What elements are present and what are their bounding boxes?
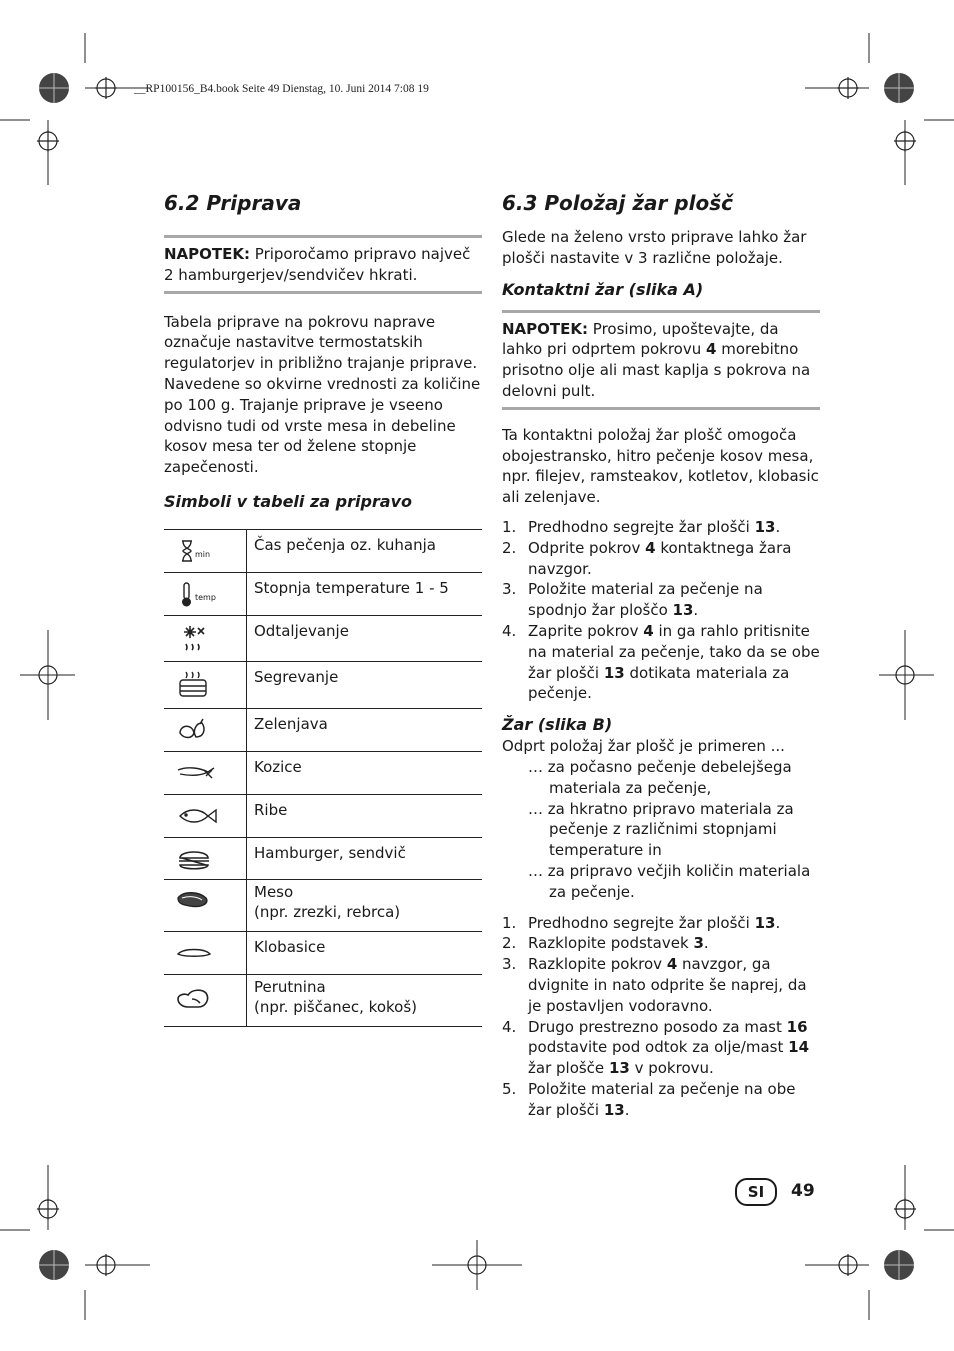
step-number: 1. [502,913,517,932]
description-line: Kozice [254,757,302,776]
part-number: 13 [754,517,776,536]
symbol-description [247,880,483,932]
list-item: … za hkratno pripravo materiala za pečenje z različnimi stopnjami temperature in [528,799,794,860]
poultry-icon [164,975,247,1027]
list-item [502,933,820,954]
step-number: 2. [502,538,517,557]
left-column [164,190,482,1027]
step-text: . [624,1100,630,1119]
hourglass-icon [164,529,247,572]
description-line: Perutnina [254,978,326,997]
step-text: v pokrovu. [629,1059,714,1078]
symbol-description [247,572,483,615]
part-number: 4 [643,621,654,640]
steps-list-b [502,913,820,1121]
step-text: navzgor, ga dvignite in nato odprite še naprej, da je postavljen vodoravno. [528,955,807,1015]
list-item: … za počasno pečenje debelejšega materiala za pečenje, [528,757,792,797]
step-text: Drugo prestrezno posodo za mast [528,1017,787,1036]
table-row [164,794,482,837]
step-number: 2. [502,934,517,953]
symbol-description [247,975,483,1027]
table-row [164,662,482,709]
part-number: 13 [672,601,694,620]
step-text: . [703,934,709,953]
subheading: Simboli v tabeli za pripravo [164,491,413,511]
table-row [164,975,482,1027]
vegetables-icon [164,709,247,752]
subheading-a: Kontaktni žar (slika A) [502,279,704,299]
step-number: 4. [502,1017,517,1036]
table-row [164,837,482,880]
warming-icon [164,662,247,709]
table-row [164,751,482,794]
note-label: NAPOTEK: [164,245,251,263]
print-header: __RP100156_B4.book Seite 49 Dienstag, 10. Juni 2014 7:08 19 [134,83,429,95]
hamburger-icon [164,837,247,880]
symbol-description [247,837,483,880]
table-row [164,932,482,975]
note-box [164,235,482,294]
list-item [502,1079,820,1121]
step-text: . [775,913,781,932]
symbol-description [247,751,483,794]
step-text: Položite material za pečenje na spodnjo žar ploščo [528,580,763,620]
part-number: 13 [603,1100,625,1119]
step-text: . [775,517,781,536]
table-row [164,529,482,572]
fish-icon [164,794,247,837]
step-text: Položite material za pečenje na obe žar plošči [528,1079,796,1119]
table-row [164,615,482,662]
part-number: 13 [603,663,625,682]
section-heading: 6.2 Priprava [164,191,302,215]
step-text: žar plošče [528,1059,609,1078]
list-item [502,954,820,1016]
symbol-description [247,932,483,975]
list-item [502,621,820,704]
list-item [502,538,820,580]
list-item [502,579,820,621]
description-line: (npr. piščanec, kokoš) [254,998,417,1017]
defrost-icon [164,615,247,662]
icon-label: min [195,549,211,559]
shrimp-icon [164,751,247,794]
language-badge: SI [735,1178,777,1206]
symbol-description [247,662,483,709]
paragraph: Tabela priprave na pokrovu naprave označuje nastavitve termostatskih regulatorjev in približno trajanje priprave. Navedene so okvirne vrednosti za količine po 100 g. Trajanje priprave je vseeno odvisno tudi od vrste mesa in debeline kosov mesa ter od želene stopnje zapečenosti. [164,312,481,477]
table-row [164,572,482,615]
part-number: 14 [788,1038,810,1057]
list-item [502,517,820,538]
subheading-b: Žar (slika B) [502,715,613,735]
part-number: 4 [666,955,678,974]
description-line: Meso [254,883,294,902]
paragraph-a: Ta kontaktni položaj žar plošč omogoča obojestransko, hitro pečenje kosov mesa, npr. filejev, ramsteakov, kotletov, klobasic ali zelenjave. [502,425,819,507]
symbol-description [247,709,483,752]
sausage-icon [164,932,247,975]
description-line: Zelenjava [254,715,328,734]
step-text: Predhodno segrejte žar plošči [528,517,755,536]
meat-icon [164,880,247,932]
step-number: 3. [502,580,517,599]
description-line: Klobasice [254,938,326,957]
steps-list-a [502,517,820,704]
table-row [164,709,482,752]
list-item [502,913,820,934]
intro-paragraph: Glede na želeno vrsto priprave lahko žar plošči nastavite v 3 različne položaje. [502,228,807,267]
part-number: 3 [693,934,704,953]
step-text: Razklopite pokrov [528,955,667,974]
symbol-description [247,615,483,662]
icon-label: temp [195,592,216,602]
step-number: 1. [502,517,517,536]
part-number: 16 [786,1017,808,1036]
list-item: … za pripravo večjih količin materiala za pečenje. [528,861,811,901]
description-line: Čas pečenja oz. kuhanja [254,535,436,554]
thermometer-icon [164,572,247,615]
step-text: Razklopite podstavek [528,934,694,953]
description-line: Stopnja temperature 1 - 5 [254,578,449,597]
symbol-description [247,794,483,837]
note-label: NAPOTEK: [502,319,589,338]
note-box: NAPOTEK: Prosimo, upoštevajte, da lahko pri odprtem pokrovu 4 morebitno prisotno olje ali mast kaplja s pokrova na delovni pult. [502,310,820,410]
bullet-list-b [502,757,820,903]
step-number: 3. [502,955,517,974]
step-text: Zaprite pokrov [528,621,644,640]
symbol-description [247,529,483,572]
page-number: 49 [791,1181,815,1201]
step-text: dotikata materiala za pečenje. [528,663,790,703]
step-text: in ga rahlo pritisnite na material za pečenje, tako da se obe žar plošči [528,621,820,682]
part-number: 13 [608,1059,630,1078]
step-text: podstavite pod odtok za olje/mast [528,1038,789,1057]
step-text: . [693,601,699,620]
table-row [164,880,482,932]
step-number: 5. [502,1079,517,1098]
description-line: Ribe [254,800,288,819]
description-line: Segrevanje [254,668,339,687]
step-number: 4. [502,621,517,640]
list-item [502,1017,820,1079]
step-text: kontaktnega žara navzgor. [528,538,792,578]
description-line: (npr. zrezki, rebrca) [254,903,401,922]
note-text: Priporočamo pripravo največ 2 hamburgerjev/sendvičev hkrati. [164,245,471,284]
intro-b: Odprt položaj žar plošč je primeren ... [502,737,785,756]
part-number: 4 [645,538,656,557]
step-text: Predhodno segrejte žar plošči [528,913,755,932]
part-number: 13 [754,913,776,932]
step-text: Odprite pokrov [528,538,646,557]
description-line: Hamburger, sendvič [254,843,406,862]
symbols-table [164,529,482,1027]
right-column [502,190,820,1120]
description-line: Odtaljevanje [254,621,349,640]
section-heading: 6.3 Položaj žar plošč [502,191,733,215]
